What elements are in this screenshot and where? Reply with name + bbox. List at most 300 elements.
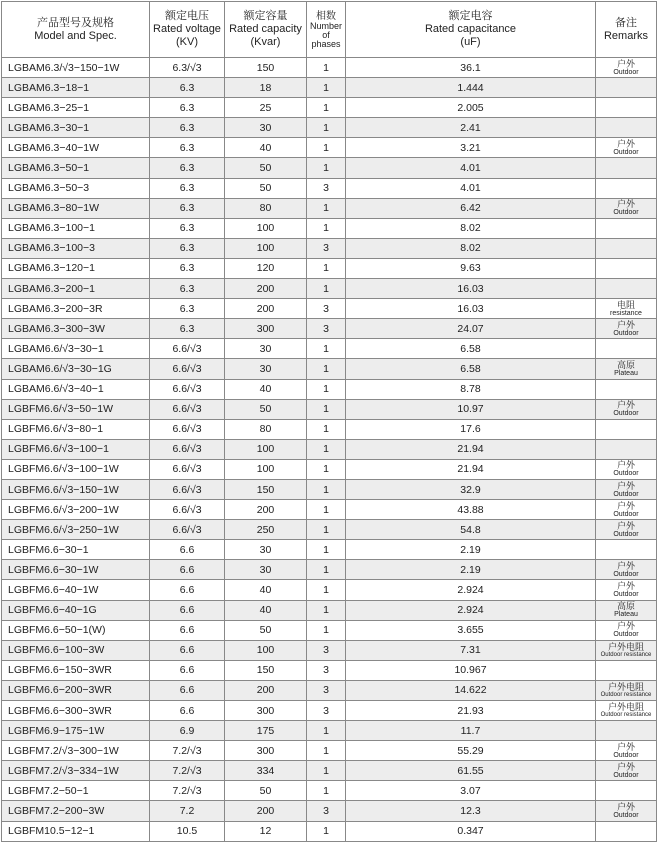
cell-voltage: 6.3 — [150, 319, 225, 339]
cell-capacity: 200 — [225, 299, 307, 319]
cell-phases: 1 — [307, 158, 346, 178]
cell-voltage: 6.6 — [150, 600, 225, 620]
cell-voltage: 6.6 — [150, 540, 225, 560]
cell-phases: 3 — [307, 701, 346, 721]
cell-capacitance: 55.29 — [346, 741, 596, 761]
cell-voltage: 6.6/√3 — [150, 439, 225, 459]
cell-capacity: 200 — [225, 801, 307, 821]
cell-phases: 1 — [307, 118, 346, 138]
cell-remark — [596, 399, 657, 419]
cell-phases: 1 — [307, 339, 346, 359]
cell-capacitance: 54.8 — [346, 520, 596, 540]
cell-capacitance: 2.924 — [346, 580, 596, 600]
cell-phases: 1 — [307, 459, 346, 479]
cell-capacitance: 17.6 — [346, 419, 596, 439]
remark-en: Outdoor resistance — [600, 651, 652, 658]
remark-en: Outdoor — [613, 68, 639, 76]
cell-capacitance: 43.88 — [346, 500, 596, 520]
cell-voltage: 7.2 — [150, 801, 225, 821]
cell-phases: 1 — [307, 600, 346, 620]
table-row — [2, 500, 657, 520]
cell-capacity: 30 — [225, 118, 307, 138]
cell-capacitance: 8.02 — [346, 218, 596, 238]
cell-capacitance: 2.005 — [346, 98, 596, 118]
cell-model: LGBFM7.2−50−1 — [2, 781, 150, 801]
remark-zh: 户外电阻 — [607, 702, 644, 713]
cell-remark — [596, 339, 657, 359]
cell-remark — [596, 118, 657, 138]
table-row — [2, 560, 657, 580]
remark-zh: 户外 — [616, 138, 635, 149]
remark-en: Outdoor resistance — [600, 712, 652, 719]
remark-zh: 高原 — [616, 359, 635, 370]
cell-remark — [596, 701, 657, 721]
cell-phases: 3 — [307, 238, 346, 258]
cell-voltage: 7.2/√3 — [150, 761, 225, 781]
cell-voltage: 6.9 — [150, 721, 225, 741]
cell-capacity: 30 — [225, 359, 307, 379]
cell-phases: 1 — [307, 821, 346, 841]
cell-model: LGBAM6.3−25−1 — [2, 98, 150, 118]
cell-voltage: 6.6 — [150, 660, 225, 680]
cell-capacitance: 0.347 — [346, 821, 596, 841]
table-row — [2, 379, 657, 399]
cell-model: LGBAM6.3−300−3W — [2, 319, 150, 339]
cell-phases: 3 — [307, 801, 346, 821]
cell-voltage: 6.3 — [150, 98, 225, 118]
cell-remark — [596, 439, 657, 459]
table-row — [2, 580, 657, 600]
header-remarks: 备注 Remarks — [596, 2, 657, 58]
cell-remark — [596, 479, 657, 499]
cell-capacity: 80 — [225, 419, 307, 439]
cell-capacity: 50 — [225, 158, 307, 178]
cell-remark — [596, 540, 657, 560]
cell-model: LGBAM6.3−50−3 — [2, 178, 150, 198]
remark-en: resistance — [610, 309, 642, 317]
cell-phases: 1 — [307, 198, 346, 218]
table-row — [2, 640, 657, 660]
table-row — [2, 761, 657, 781]
table-row — [2, 339, 657, 359]
cell-capacitance: 7.31 — [346, 640, 596, 660]
cell-capacitance: 6.58 — [346, 339, 596, 359]
cell-phases: 1 — [307, 258, 346, 278]
cell-remark — [596, 279, 657, 299]
cell-capacitance: 6.58 — [346, 359, 596, 379]
cell-remark — [596, 520, 657, 540]
cell-capacitance: 14.622 — [346, 680, 596, 700]
table-row — [2, 721, 657, 741]
cell-voltage: 6.3 — [150, 218, 225, 238]
cell-model: LGBAM6.3−120−1 — [2, 258, 150, 278]
cell-model: LGBFM7.2/√3−334−1W — [2, 761, 150, 781]
cell-model: LGBFM6.6−30−1 — [2, 540, 150, 560]
cell-phases: 3 — [307, 660, 346, 680]
cell-capacitance: 8.78 — [346, 379, 596, 399]
cell-model: LGBAM6.6/√3−30−1 — [2, 339, 150, 359]
cell-capacity: 100 — [225, 640, 307, 660]
cell-voltage: 6.6 — [150, 701, 225, 721]
cell-phases: 1 — [307, 218, 346, 238]
cell-capacitance: 32.9 — [346, 479, 596, 499]
table-row — [2, 479, 657, 499]
table-row — [2, 399, 657, 419]
cell-capacity: 30 — [225, 540, 307, 560]
table-row — [2, 279, 657, 299]
cell-voltage: 6.3 — [150, 78, 225, 98]
table-row — [2, 218, 657, 238]
table-row — [2, 520, 657, 540]
remark-zh: 高原 — [616, 601, 635, 612]
cell-model: LGBFM6.6/√3−100−1 — [2, 439, 150, 459]
remark-zh: 电阻 — [616, 299, 635, 310]
table-row — [2, 680, 657, 700]
cell-phases: 1 — [307, 520, 346, 540]
cell-phases: 1 — [307, 98, 346, 118]
remark-zh: 户外电阻 — [607, 681, 644, 692]
remark-en: Outdoor — [613, 470, 639, 478]
cell-phases: 3 — [307, 319, 346, 339]
cell-voltage: 6.6 — [150, 580, 225, 600]
cell-capacity: 40 — [225, 580, 307, 600]
cell-remark — [596, 761, 657, 781]
cell-capacitance: 2.19 — [346, 560, 596, 580]
cell-voltage: 6.6 — [150, 680, 225, 700]
cell-capacity: 30 — [225, 560, 307, 580]
cell-voltage: 6.6 — [150, 640, 225, 660]
cell-capacitance: 8.02 — [346, 238, 596, 258]
cell-capacity: 40 — [225, 379, 307, 399]
cell-capacitance: 3.07 — [346, 781, 596, 801]
cell-capacity: 25 — [225, 98, 307, 118]
cell-model: LGBFM6.6/√3−150−1W — [2, 479, 150, 499]
cell-capacity: 50 — [225, 399, 307, 419]
cell-remark — [596, 238, 657, 258]
header-capacity: 额定容量 Rated capacity (Kvar) — [225, 2, 307, 58]
header-voltage: 额定电压 Rated voltage (KV) — [150, 2, 225, 58]
cell-capacity: 200 — [225, 680, 307, 700]
cell-capacity: 300 — [225, 741, 307, 761]
cell-model: LGBFM6.6−300−3WR — [2, 701, 150, 721]
table-row — [2, 459, 657, 479]
table-row — [2, 118, 657, 138]
remark-en: Outdoor — [613, 490, 639, 498]
remark-zh: 户外 — [616, 319, 635, 330]
cell-capacity: 50 — [225, 620, 307, 640]
cell-phases: 1 — [307, 419, 346, 439]
remark-en: Outdoor — [613, 209, 639, 217]
cell-voltage: 6.6/√3 — [150, 359, 225, 379]
cell-model: LGBAM6.3−50−1 — [2, 158, 150, 178]
cell-capacity: 50 — [225, 781, 307, 801]
remark-en: Outdoor — [613, 812, 639, 820]
remark-zh: 户外 — [616, 520, 635, 531]
cell-capacitance: 2.19 — [346, 540, 596, 560]
table-row — [2, 178, 657, 198]
header-model: 产品型号及规格 Model and Spec. — [2, 2, 150, 58]
cell-capacity: 30 — [225, 339, 307, 359]
cell-model: LGBFM6.6/√3−50−1W — [2, 399, 150, 419]
cell-voltage: 7.2/√3 — [150, 741, 225, 761]
cell-voltage: 6.6/√3 — [150, 459, 225, 479]
cell-capacitance: 2.41 — [346, 118, 596, 138]
cell-capacity: 300 — [225, 701, 307, 721]
cell-capacitance: 10.97 — [346, 399, 596, 419]
cell-phases: 1 — [307, 399, 346, 419]
cell-capacitance: 16.03 — [346, 279, 596, 299]
cell-remark — [596, 721, 657, 741]
cell-remark — [596, 680, 657, 700]
cell-capacitance: 9.63 — [346, 258, 596, 278]
cell-capacity: 40 — [225, 600, 307, 620]
remark-en: Outdoor — [613, 410, 639, 418]
remark-en: Outdoor — [613, 148, 639, 156]
table-row — [2, 660, 657, 680]
cell-voltage: 6.3 — [150, 238, 225, 258]
cell-voltage: 6.3 — [150, 279, 225, 299]
cell-voltage: 6.3 — [150, 178, 225, 198]
cell-capacitance: 1.444 — [346, 78, 596, 98]
cell-capacitance: 6.42 — [346, 198, 596, 218]
cell-remark — [596, 821, 657, 841]
remark-en: Outdoor — [613, 530, 639, 538]
table-row — [2, 821, 657, 841]
cell-model: LGBFM6.6−100−3W — [2, 640, 150, 660]
remark-zh: 户外 — [616, 199, 635, 210]
cell-model: LGBFM6.6−150−3WR — [2, 660, 150, 680]
cell-remark — [596, 98, 657, 118]
cell-remark — [596, 459, 657, 479]
cell-voltage: 6.6 — [150, 560, 225, 580]
cell-capacitance: 3.655 — [346, 620, 596, 640]
cell-remark — [596, 78, 657, 98]
cell-model: LGBAM6.3−80−1W — [2, 198, 150, 218]
cell-voltage: 6.6/√3 — [150, 479, 225, 499]
cell-remark — [596, 138, 657, 158]
cell-voltage: 6.3 — [150, 299, 225, 319]
cell-phases: 3 — [307, 680, 346, 700]
cell-model: LGBAM6.6/√3−30−1G — [2, 359, 150, 379]
cell-capacity: 100 — [225, 218, 307, 238]
cell-model: LGBFM10.5−12−1 — [2, 821, 150, 841]
remark-zh: 户外 — [616, 560, 635, 571]
cell-capacity: 250 — [225, 520, 307, 540]
cell-model: LGBAM6.3−200−1 — [2, 279, 150, 299]
cell-voltage: 6.6/√3 — [150, 520, 225, 540]
remark-zh: 户外 — [616, 58, 635, 69]
cell-capacitance: 10.967 — [346, 660, 596, 680]
cell-capacitance: 21.93 — [346, 701, 596, 721]
cell-remark — [596, 801, 657, 821]
cell-model: LGBFM6.6/√3−250−1W — [2, 520, 150, 540]
cell-phases: 1 — [307, 721, 346, 741]
cell-phases: 1 — [307, 359, 346, 379]
cell-voltage: 10.5 — [150, 821, 225, 841]
table-row — [2, 741, 657, 761]
cell-phases: 1 — [307, 540, 346, 560]
cell-phases: 1 — [307, 781, 346, 801]
cell-voltage: 6.6/√3 — [150, 339, 225, 359]
cell-voltage: 7.2/√3 — [150, 781, 225, 801]
cell-model: LGBFM6.6−50−1(W) — [2, 620, 150, 640]
remark-zh: 户外 — [616, 802, 635, 813]
header-capacitance: 额定电容 Rated capacitance (uF) — [346, 2, 596, 58]
cell-model: LGBAM6.3−100−1 — [2, 218, 150, 238]
cell-capacity: 100 — [225, 238, 307, 258]
table-row — [2, 98, 657, 118]
cell-remark — [596, 359, 657, 379]
cell-model: LGBFM6.9−175−1W — [2, 721, 150, 741]
cell-model: LGBAM6.3−40−1W — [2, 138, 150, 158]
cell-voltage: 6.3 — [150, 198, 225, 218]
cell-capacity: 100 — [225, 459, 307, 479]
table-row — [2, 138, 657, 158]
cell-model: LGBFM6.6−200−3WR — [2, 680, 150, 700]
cell-capacity: 50 — [225, 178, 307, 198]
cell-capacity: 80 — [225, 198, 307, 218]
remark-zh: 户外 — [616, 480, 635, 491]
remark-zh: 户外 — [616, 580, 635, 591]
cell-remark — [596, 500, 657, 520]
cell-phases: 1 — [307, 279, 346, 299]
remark-zh: 户外电阻 — [607, 641, 644, 652]
cell-phases: 1 — [307, 620, 346, 640]
cell-remark — [596, 600, 657, 620]
cell-capacity: 200 — [225, 500, 307, 520]
table-row — [2, 701, 657, 721]
table-row — [2, 540, 657, 560]
table-row — [2, 439, 657, 459]
cell-phases: 1 — [307, 741, 346, 761]
cell-capacity: 200 — [225, 279, 307, 299]
cell-remark — [596, 640, 657, 660]
cell-capacity: 300 — [225, 319, 307, 339]
cell-remark — [596, 299, 657, 319]
cell-model: LGBAM6.3−18−1 — [2, 78, 150, 98]
cell-voltage: 6.3 — [150, 118, 225, 138]
cell-capacitance: 21.94 — [346, 459, 596, 479]
cell-remark — [596, 379, 657, 399]
cell-phases: 1 — [307, 580, 346, 600]
cell-capacitance: 3.21 — [346, 138, 596, 158]
cell-capacity: 150 — [225, 660, 307, 680]
table-row — [2, 198, 657, 218]
cell-voltage: 6.6/√3 — [150, 500, 225, 520]
table-row — [2, 158, 657, 178]
cell-capacitance: 11.7 — [346, 721, 596, 741]
cell-phases: 1 — [307, 138, 346, 158]
cell-model: LGBFM6.6/√3−100−1W — [2, 459, 150, 479]
cell-capacitance: 4.01 — [346, 158, 596, 178]
table-body — [2, 58, 657, 842]
cell-remark — [596, 58, 657, 78]
table-header-row — [2, 2, 657, 58]
remark-en: Outdoor resistance — [600, 691, 652, 698]
cell-model: LGBAM6.6/√3−40−1 — [2, 379, 150, 399]
cell-voltage: 6.3 — [150, 158, 225, 178]
cell-phases: 3 — [307, 299, 346, 319]
remark-en: Outdoor — [613, 631, 639, 639]
table-row — [2, 359, 657, 379]
cell-capacity: 175 — [225, 721, 307, 741]
cell-phases: 1 — [307, 439, 346, 459]
remark-en: Outdoor — [613, 771, 639, 779]
table-row — [2, 419, 657, 439]
cell-phases: 1 — [307, 78, 346, 98]
cell-phases: 1 — [307, 560, 346, 580]
cell-model: LGBFM6.6/√3−80−1 — [2, 419, 150, 439]
cell-model: LGBAM6.3−200−3R — [2, 299, 150, 319]
cell-capacitance: 36.1 — [346, 58, 596, 78]
cell-capacity: 12 — [225, 821, 307, 841]
cell-phases: 3 — [307, 640, 346, 660]
cell-model: LGBAM6.3−30−1 — [2, 118, 150, 138]
table-row — [2, 600, 657, 620]
remark-en: Outdoor — [613, 590, 639, 598]
cell-capacity: 120 — [225, 258, 307, 278]
remark-zh: 户外 — [616, 500, 635, 511]
cell-phases: 3 — [307, 178, 346, 198]
cell-voltage: 6.3/√3 — [150, 58, 225, 78]
cell-voltage: 6.6 — [150, 620, 225, 640]
remark-zh: 户外 — [616, 761, 635, 772]
cell-model: LGBFM7.2/√3−300−1W — [2, 741, 150, 761]
table-row — [2, 781, 657, 801]
cell-capacity: 18 — [225, 78, 307, 98]
cell-capacity: 100 — [225, 439, 307, 459]
cell-phases: 1 — [307, 761, 346, 781]
cell-remark — [596, 580, 657, 600]
cell-remark — [596, 781, 657, 801]
table-row — [2, 319, 657, 339]
remark-en: Plateau — [614, 611, 638, 619]
remark-en: Outdoor — [613, 510, 639, 518]
cell-phases: 1 — [307, 479, 346, 499]
cell-model: LGBFM6.6−40−1G — [2, 600, 150, 620]
cell-capacity: 40 — [225, 138, 307, 158]
cell-capacitance: 61.55 — [346, 761, 596, 781]
remark-en: Plateau — [614, 369, 638, 377]
cell-phases: 1 — [307, 500, 346, 520]
cell-remark — [596, 620, 657, 640]
cell-voltage: 6.6/√3 — [150, 419, 225, 439]
cell-remark — [596, 158, 657, 178]
table-row — [2, 620, 657, 640]
cell-capacitance: 16.03 — [346, 299, 596, 319]
remark-en: Outdoor — [613, 329, 639, 337]
cell-model: LGBFM6.6/√3−200−1W — [2, 500, 150, 520]
cell-remark — [596, 741, 657, 761]
cell-capacitance: 4.01 — [346, 178, 596, 198]
table-row — [2, 58, 657, 78]
cell-remark — [596, 319, 657, 339]
cell-phases: 1 — [307, 379, 346, 399]
cell-capacitance: 24.07 — [346, 319, 596, 339]
cell-capacitance: 12.3 — [346, 801, 596, 821]
cell-model: LGBFM7.2−200−3W — [2, 801, 150, 821]
remark-en: Outdoor — [613, 570, 639, 578]
cell-remark — [596, 198, 657, 218]
cell-phases: 1 — [307, 58, 346, 78]
cell-model: LGBFM6.6−40−1W — [2, 580, 150, 600]
cell-remark — [596, 258, 657, 278]
cell-voltage: 6.3 — [150, 138, 225, 158]
cell-remark — [596, 419, 657, 439]
cell-model: LGBAM6.3−100−3 — [2, 238, 150, 258]
cell-capacity: 150 — [225, 479, 307, 499]
capacitor-spec-table — [1, 1, 657, 842]
